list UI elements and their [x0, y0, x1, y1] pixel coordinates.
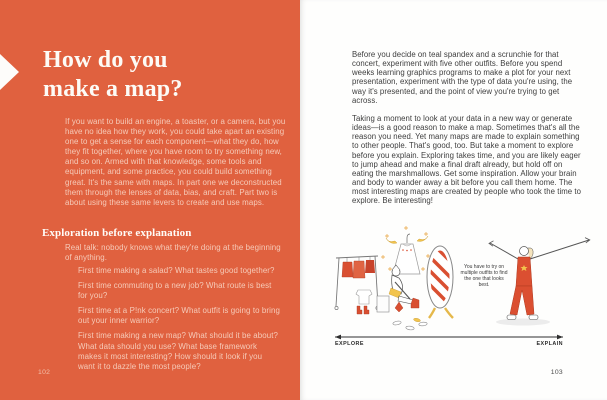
chapter-arrow-icon — [0, 54, 19, 90]
mirror-illustration — [427, 244, 455, 318]
page-title-line2: make a map? — [43, 76, 183, 102]
page-number-left: 102 — [38, 369, 51, 376]
clothing-rack-illustration — [335, 256, 379, 314]
question-item: First time making a salad? What tastes good together? — [78, 266, 275, 275]
axis-label-explain: EXPLAIN — [536, 341, 563, 347]
question-list — [78, 266, 280, 377]
body-paragraph: Before you decide on teal spandex and a scrunchie for that concert, experiment with five other outfits. Before you spend weeks learning graphics programs to make a plot for your next presentation, experiment with the type of data you're using, the way it's presented, and the point of view you're trying to get across. — [352, 50, 573, 105]
right-page-text — [352, 50, 585, 206]
section-heading: Exploration before explanation — [42, 227, 192, 239]
question-item: First time commuting to a new job? What route is best for you? — [78, 281, 272, 301]
axis-label-explore: EXPLORE — [335, 341, 364, 347]
body-paragraph: Taking a moment to look at your data in a new way or generate ideas—is a good reason to make a map. Sometimes that's all the reason you need. Yet many maps are made to explain something to other people. That's good, too. But take a moment to explore before you explain. Exploring takes time, and you are likely eager to jump ahead and make a final draft already, but hold off on eating the marshmallows. Get some inspiration. Allow your brain and body to wander away a bit before you call them home. The most interesting maps are created by people who took the time to explore. Be interesting! — [352, 113, 581, 206]
illustration-caption: You have to try on multiple outfits to find the one that looks best. — [460, 264, 508, 288]
intro-paragraph: If you want to build an engine, a toaster, or a camera, but you have no idea how they work, you could take apart an existing one to get a sense for each component—what they do, how they fit together, where you have room to try something new, and so on. Armed with that knowledge, some tools and equipment, and some practice, you could build something great. It's the same with maps. In part one we deconstructed them through the lenses of data, bias, and craft. Part two is about using these same levers to create and use maps. — [65, 117, 286, 207]
left-page — [0, 0, 300, 400]
page-title-line1: How do you — [43, 47, 168, 73]
question-item: First time making a new map? What should it be about? What data should you use? What base framework makes it most interesting? How should it look if you want it to dazzle the most people? — [78, 331, 279, 371]
page-number-right: 103 — [550, 369, 563, 376]
scattered-shoes-illustration — [393, 318, 428, 331]
page-title — [43, 46, 183, 104]
explore-explain-axis — [335, 335, 563, 340]
hanging-dress-illustration — [381, 226, 430, 274]
section-intro: Real talk: nobody knows what they're doing at the beginning of anything. — [65, 243, 281, 263]
question-item: First time at a P!nk concert? What outfit is going to bring out your inner warrior? — [78, 306, 280, 326]
